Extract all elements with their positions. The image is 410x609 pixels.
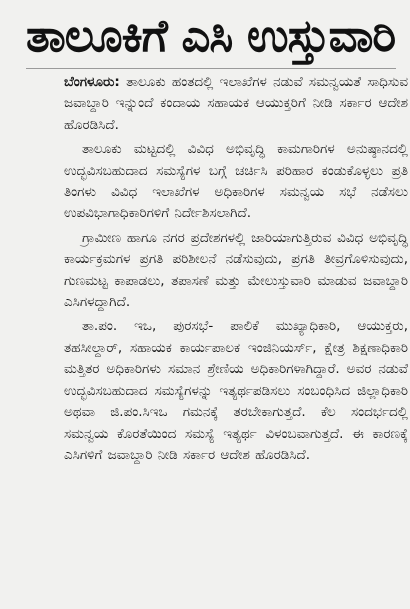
article-lead-text: ತಾಲೂಕು ಹಂತದಲ್ಲಿ ಇಲಾಖೆಗಳ ನಡುವೆ ಸಮನ್ವಯತೆ ಸಾಧಿಸುವ ಜವಾಬ್ದಾರಿ ಇನ್ನುಂದೆ ಕಂದಾಯ ಸಹಾಯಕ ಆಯುಕ್ತರಿಗೆ ನೀಡಿ ಸರ್ಕಾರ ಆದೇಶ ಹೊರಡಿಸಿದೆ.: [64, 74, 408, 133]
article-paragraph-3: ತಾ.ಪಂ. ಇಒ, ಪುರಸಭೆ- ಪಾಲಿಕೆ ಮುಖ್ಯಾಧಿಕಾರಿ, ಆಯುಕ್ತರು, ತಹಸೀಲ್ದಾರ್, ಸಹಾಯಕ ಕಾರ್ಯಪಾಲಕ ಇಂಜಿನಿಯರ್ಸ್, ಕ್ಷೇತ್ರ ಶಿಕ್ಷಣಾಧಿಕಾರಿ ಮತ್ತಿತರ ಅಧಿಕಾರಿಗಳು ಸಮಾನ ಶ್ರೇಣಿಯ ಅಧಿಕಾರಿಗಳಾಗಿದ್ದಾರೆ. ಅವರ ನಡುವೆ ಉದ್ಭವಿಸಬಹುದಾದ ಸಮಸ್ಯೆಗಳನ್ನು ಇತ್ಯರ್ಥಪಡಿಸಲು ಸಂಬಂಧಿಸಿದ ಜಿಲ್ಲಾಧಿಕಾರಿ ಅಥವಾ ಜಿ.ಪಂ.ಸಿಇಒ ಗಮನಕ್ಕೆ ತರಬೇಕಾಗುತ್ತದೆ. ಕೆಲ ಸಂದರ್ಭದಲ್ಲಿ ಸಮನ್ವಯ ಕೊರತೆಯಿಂದ ಸಮಸ್ಯೆ ಇತ್ಯರ್ಥ ವಿಳಂಬವಾಗುತ್ತದೆ. ಈ ಕಾರಣಕ್ಕೆ ಎಸಿಗಳಿಗೆ ಜವಾಬ್ದಾರಿ ನೀಡಿ ಸರ್ಕಾರ ಆದೇಶ ಹೊರಡಿಸಿದೆ.: [64, 318, 408, 463]
article-body: [64, 72, 408, 469]
article-lead-paragraph: [64, 72, 408, 136]
headline-divider: [26, 68, 396, 69]
article-paragraph-1: ತಾಲೂಕು ಮಟ್ಟದಲ್ಲಿ ವಿವಿಧ ಅಭಿವೃದ್ಧಿ ಕಾಮಗಾರಿಗಳ ಅನುಷ್ಠಾನದಲ್ಲಿ ಉದ್ಭವಿಸಬಹುದಾದ ಸಮಸ್ಯೆಗಳ ಬಗ್ಗೆ ಚರ್ಚಿಸಿ ಪರಿಹಾರ ಕಂಡುಕೊಳ್ಳಲು ಪ್ರತಿ ತಿಂಗಳು ವಿವಿಧ ಇಲಾಖೆಗಳ ಅಧಿಕಾರಿಗಳ ಸಮನ್ವಯ ಸಭೆ ನಡೆಸಲು ಉಪವಿಭಾಗಾಧಿಕಾರಿಗಳಿಗೆ ನಿರ್ದೇಶಿಸಲಾಗಿದೆ.: [64, 141, 408, 222]
article-paragraph-2: ಗ್ರಾಮೀಣ ಹಾಗೂ ನಗರ ಪ್ರದೇಶಗಳಲ್ಲಿ ಜಾರಿಯಾಗುತ್ತಿರುವ ವಿವಿಧ ಅಭಿವೃದ್ಧಿ ಕಾರ್ಯಕ್ರಮಗಳ ಪ್ರಗತಿ ಪರಿಶೀಲನೆ ನಡೆಸುವುದು, ಪ್ರಗತಿ ತೀವ್ರಗೊಳಿಸುವುದು, ಗುಣಮಟ್ಟ ಕಾಪಾಡಲು, ತಪಾಸಣೆ ಮತ್ತು ಮೇಲುಸ್ತುವಾರಿ ಮಾಡುವ ಜವಾಬ್ದಾರಿ ಎಸಿಗಳದ್ದಾಗಿದೆ.: [64, 229, 408, 311]
article-headline: ತಾಲೂಕಿಗೆ ಎಸಿ ಉಸ್ತುವಾರಿ: [26, 9, 396, 62]
article-dateline: ಬೆಂಗಳೂರು:: [64, 74, 120, 90]
